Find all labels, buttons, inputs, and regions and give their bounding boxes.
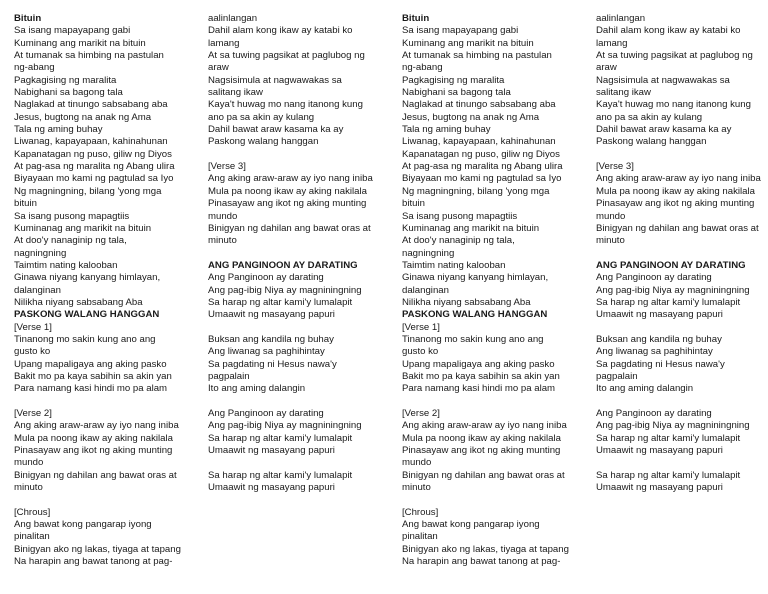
lyric-line: Buksan ang kandila ng buhay (596, 333, 722, 345)
lyric-line: Taimtim nating kalooban (14, 259, 118, 271)
lyric-line: Ang pag-ibig Niya ay magniningning (596, 284, 750, 296)
lyric-line: Mula pa noong ikaw ay aking nakilala (596, 185, 755, 197)
lyric-line: mundo (402, 457, 432, 469)
lyric-line: [Verse 3] (208, 161, 246, 173)
lyric-line: Sa harap ng altar kami'y lumalapit (208, 296, 353, 308)
song-title: ANG PANGINOON AY DARATING (596, 259, 746, 271)
lyric-line: Mula pa noong ikaw ay aking nakilala (208, 185, 367, 197)
lyric-line: dalanginan (14, 284, 61, 296)
lyric-line: Sa isang pusong mapagtiis (402, 210, 518, 222)
lyric-line: Kuminanag ang marikit na bituin (14, 222, 152, 234)
lyric-line: Pinasayaw ang ikot ng aking munting (596, 198, 755, 210)
blank-line (402, 396, 574, 408)
lyric-line: At tumanak sa himbing na pastulan (402, 50, 552, 62)
blank-line (596, 149, 768, 161)
song-title: PASKONG WALANG HANGGAN (14, 309, 160, 321)
lyric-line: Binigyan ng dahilan ang bawat oras at (402, 469, 565, 481)
lyric-line: Pagkagising ng maralita (14, 74, 117, 86)
lyric-line: Ng magningning, bilang 'yong mga (14, 185, 162, 197)
lyric-line: minuto (402, 482, 431, 494)
lyric-line: Umaawit ng masayang papuri (596, 482, 723, 494)
lyric-line: Paskong walang hanggan (596, 136, 707, 148)
lyric-line: Sa pagdating ni Hesus nawa'y (596, 358, 725, 370)
lyric-line: Mula pa noong ikaw ay aking nakilala (14, 432, 173, 444)
lyric-line: nagningning (402, 247, 455, 259)
blank-line (208, 396, 380, 408)
lyric-line: Umaawit ng masayang papuri (208, 309, 335, 321)
lyric-line: pinalitan (402, 531, 438, 543)
lyric-line: [Chrous] (14, 506, 51, 518)
lyric-line: ng-abang (402, 62, 443, 74)
lyric-line: Jesus, bugtong na anak ng Ama (402, 111, 540, 123)
lyric-line: Kaya't huwag mo nang itanong kung (208, 99, 363, 111)
lyric-line: Bakit mo pa kaya sabihin sa akin yan (14, 370, 172, 382)
lyric-line: [Verse 1] (402, 321, 440, 333)
lyric-line: Sa isang mapayapang gabi (402, 25, 519, 37)
lyric-line: salitang ikaw (208, 87, 263, 99)
lyric-line: At tumanak sa himbing na pastulan (14, 50, 164, 62)
lyric-line: mundo (14, 457, 44, 469)
lyric-line: pinalitan (14, 531, 50, 543)
lyric-line: Ang bawat kong pangarap iyong (402, 519, 540, 531)
lyric-line: Sa harap ng altar kami'y lumalapit (208, 432, 353, 444)
lyric-line: nagningning (14, 247, 67, 259)
lyric-line: Liwanag, kapayapaan, kahinahunan (402, 136, 556, 148)
lyric-line: Ang aking araw-araw ay iyo nang iniba (14, 420, 179, 432)
lyric-line: Dahil alam kong ikaw ay katabi ko (596, 25, 741, 37)
lyric-line: Sa isang pusong mapagtiis (14, 210, 130, 222)
blank-line (14, 396, 186, 408)
lyric-line: Na harapin ang bawat tanong at pag- (14, 556, 173, 568)
lyric-line: lamang (596, 37, 628, 49)
lyric-line: minuto (208, 235, 237, 247)
lyric-line: Para namang kasi hindi mo pa alam (402, 383, 556, 395)
lyric-line: At sa tuwing pagsikat at paglubog ng (208, 50, 365, 62)
lyric-line: Kapanatagan ng puso, giliw ng Diyos (14, 148, 172, 160)
lyric-line: Ang pag-ibig Niya ay magniningning (596, 420, 750, 432)
lyric-line: Naglakad at tinungo sabsabang aba (402, 99, 556, 111)
lyric-line: Dahil alam kong ikaw ay katabi ko (208, 25, 353, 37)
column-3 (402, 13, 574, 568)
lyric-line: Ang Panginoon ay darating (596, 408, 712, 419)
lyric-line: [Verse 1] (14, 321, 52, 333)
lyric-line: Biyayaan mo kami ng pagtulad sa Iyo (402, 173, 562, 185)
lyric-line: Buksan ang kandila ng buhay (208, 333, 334, 345)
lyric-line: Ginawa niyang kanyang himlayan, (14, 272, 161, 284)
lyric-line: Nilikha niyang sabsabang Aba (14, 296, 143, 308)
blank-line (14, 494, 186, 506)
lyric-line: At pag-asa ng maralita ng Abang ulira (14, 161, 175, 173)
lyric-line: minuto (14, 482, 43, 494)
lyric-line: Umaawit ng masayang papuri (596, 309, 723, 321)
lyric-line: Umaawit ng masayang papuri (596, 445, 723, 457)
blank-line (208, 322, 380, 334)
lyric-line: Sa harap ng altar kami'y lumalapit (596, 432, 741, 444)
lyric-line: Binigyan ng dahilan ang bawat oras at (14, 469, 177, 481)
lyric-line: Tala ng aming buhay (402, 124, 491, 136)
blank-line (596, 457, 768, 469)
lyric-line: At doo'y nanaginip ng tala, (402, 235, 515, 247)
lyric-line: Nilikha niyang sabsabang Aba (402, 296, 531, 308)
lyric-line: aalinlangan (596, 13, 646, 24)
lyric-line: Pagkagising ng maralita (402, 74, 505, 86)
blank-line (596, 322, 768, 334)
lyric-line: Tinanong mo sakin kung ano ang (402, 333, 544, 345)
lyric-line: Naglakad at tinungo sabsabang aba (14, 99, 168, 111)
lyric-line: Tinanong mo sakin kung ano ang (14, 333, 156, 345)
lyric-line: Pinasayaw ang ikot ng aking munting (208, 198, 367, 210)
lyric-line: Dahil bawat araw kasama ka ay (208, 124, 344, 136)
lyric-line: Ito ang aming dalangin (596, 383, 694, 395)
lyric-line: Umaawit ng masayang papuri (208, 482, 335, 494)
lyric-line: Kuminang ang marikit na bituin (14, 37, 146, 49)
lyric-line: Ang bawat kong pangarap iyong (14, 519, 152, 531)
lyric-line: araw (596, 62, 617, 74)
lyric-line: gusto ko (14, 346, 51, 358)
lyric-line: Kaya't huwag mo nang itanong kung (596, 99, 751, 111)
column-2 (208, 13, 380, 494)
lyric-line: mundo (596, 210, 626, 222)
lyric-line: Umaawit ng masayang papuri (208, 445, 335, 457)
lyric-line: Para namang kasi hindi mo pa alam (14, 383, 168, 395)
lyric-line: Binigyan ako ng lakas, tiyaga at tapang (14, 543, 181, 555)
lyric-line: Ito ang aming dalangin (208, 383, 306, 395)
lyric-line: Binigyan ng dahilan ang bawat oras at (596, 222, 759, 234)
lyric-line: At pag-asa ng maralita ng Abang ulira (402, 161, 563, 173)
lyric-line: pagpalain (596, 370, 638, 382)
lyric-line: Tala ng aming buhay (14, 124, 103, 136)
lyric-line: Taimtim nating kalooban (402, 259, 506, 271)
lyric-line: Sa harap ng altar kami'y lumalapit (208, 469, 353, 481)
lyric-line: Bakit mo pa kaya sabihin sa akin yan (402, 370, 560, 382)
lyric-line: Na harapin ang bawat tanong at pag- (402, 556, 561, 568)
lyric-line: Upang mapaligaya ang aking pasko (14, 358, 167, 370)
blank-line (596, 396, 768, 408)
lyric-line: Sa harap ng altar kami'y lumalapit (596, 296, 741, 308)
lyric-line: [Verse 2] (402, 408, 440, 419)
lyric-line: Ang pag-ibig Niya ay magniningning (208, 420, 362, 432)
lyric-line: Kuminang ang marikit na bituin (402, 37, 534, 49)
lyric-line: Ang aking araw-araw ay iyo nang iniba (402, 420, 567, 432)
lyric-line: ng-abang (14, 62, 55, 74)
lyric-line: [Verse 3] (596, 161, 634, 173)
lyric-line: [Verse 2] (14, 408, 52, 419)
song-title: PASKONG WALANG HANGGAN (402, 309, 548, 321)
lyric-line: Biyayaan mo kami ng pagtulad sa Iyo (14, 173, 174, 185)
lyric-line: Ang Panginoon ay darating (208, 408, 324, 419)
blank-line (596, 248, 768, 260)
lyric-line: Upang mapaligaya ang aking pasko (402, 358, 555, 370)
lyric-line: At doo'y nanaginip ng tala, (14, 235, 127, 247)
lyric-line: Paskong walang hanggan (208, 136, 319, 148)
lyric-line: Binigyan ng dahilan ang bawat oras at (208, 222, 371, 234)
lyric-line: Ang aking araw-araw ay iyo nang iniba (208, 173, 373, 185)
lyric-line: ano pa sa akin ay kulang (596, 111, 703, 123)
lyric-line: Pinasayaw ang ikot ng aking munting (14, 445, 173, 457)
lyric-line: aalinlangan (208, 13, 258, 24)
lyric-line: Binigyan ako ng lakas, tiyaga at tapang (402, 543, 569, 555)
lyric-line: dalanginan (402, 284, 449, 296)
lyric-line: Ginawa niyang kanyang himlayan, (402, 272, 549, 284)
lyric-line: bituin (402, 198, 425, 210)
lyric-line: Liwanag, kapayapaan, kahinahunan (14, 136, 168, 148)
column-4 (596, 13, 768, 494)
lyric-line: Sa isang mapayapang gabi (14, 25, 131, 37)
lyric-line: Sa harap ng altar kami'y lumalapit (596, 469, 741, 481)
lyric-line: Ng magningning, bilang 'yong mga (402, 185, 550, 197)
blank-line (208, 457, 380, 469)
lyric-line: Nagsisimula at nagwawakas sa (208, 74, 342, 86)
song-title: ANG PANGINOON AY DARATING (208, 259, 358, 271)
lyric-line: salitang ikaw (596, 87, 651, 99)
lyric-line: gusto ko (402, 346, 439, 358)
blank-line (402, 494, 574, 506)
blank-line (208, 149, 380, 161)
lyric-line: At sa tuwing pagsikat at paglubog ng (596, 50, 753, 62)
blank-line (208, 248, 380, 260)
lyric-line: lamang (208, 37, 240, 49)
lyric-line: pagpalain (208, 370, 250, 382)
column-1 (14, 13, 186, 568)
lyric-line: Ang liwanag sa paghihintay (208, 346, 325, 358)
lyric-line: Kuminanag ang marikit na bituin (402, 222, 540, 234)
lyric-line: Pinasayaw ang ikot ng aking munting (402, 445, 561, 457)
lyric-line: Nagsisimula at nagwawakas sa (596, 74, 730, 86)
lyric-line: Ang Panginoon ay darating (208, 272, 324, 284)
lyric-line: ano pa sa akin ay kulang (208, 111, 315, 123)
lyric-line: mundo (208, 210, 238, 222)
lyric-line: Nabighani sa bagong tala (402, 87, 511, 99)
lyric-line: Ang liwanag sa paghihintay (596, 346, 713, 358)
lyric-line: Mula pa noong ikaw ay aking nakilala (402, 432, 561, 444)
lyric-line: Kapanatagan ng puso, giliw ng Diyos (402, 148, 560, 160)
song-title: Bituin (14, 13, 42, 24)
lyric-line: Jesus, bugtong na anak ng Ama (14, 111, 152, 123)
lyric-line: araw (208, 62, 229, 74)
lyric-line: Ang Panginoon ay darating (596, 272, 712, 284)
lyric-line: Ang pag-ibig Niya ay magniningning (208, 284, 362, 296)
lyric-line: Dahil bawat araw kasama ka ay (596, 124, 732, 136)
lyric-line: Ang aking araw-araw ay iyo nang iniba (596, 173, 761, 185)
lyric-line: minuto (596, 235, 625, 247)
song-title: Bituin (402, 13, 430, 24)
lyric-line: Nabighani sa bagong tala (14, 87, 123, 99)
lyric-line: bituin (14, 198, 37, 210)
lyric-line: Sa pagdating ni Hesus nawa'y (208, 358, 337, 370)
lyric-line: [Chrous] (402, 506, 439, 518)
